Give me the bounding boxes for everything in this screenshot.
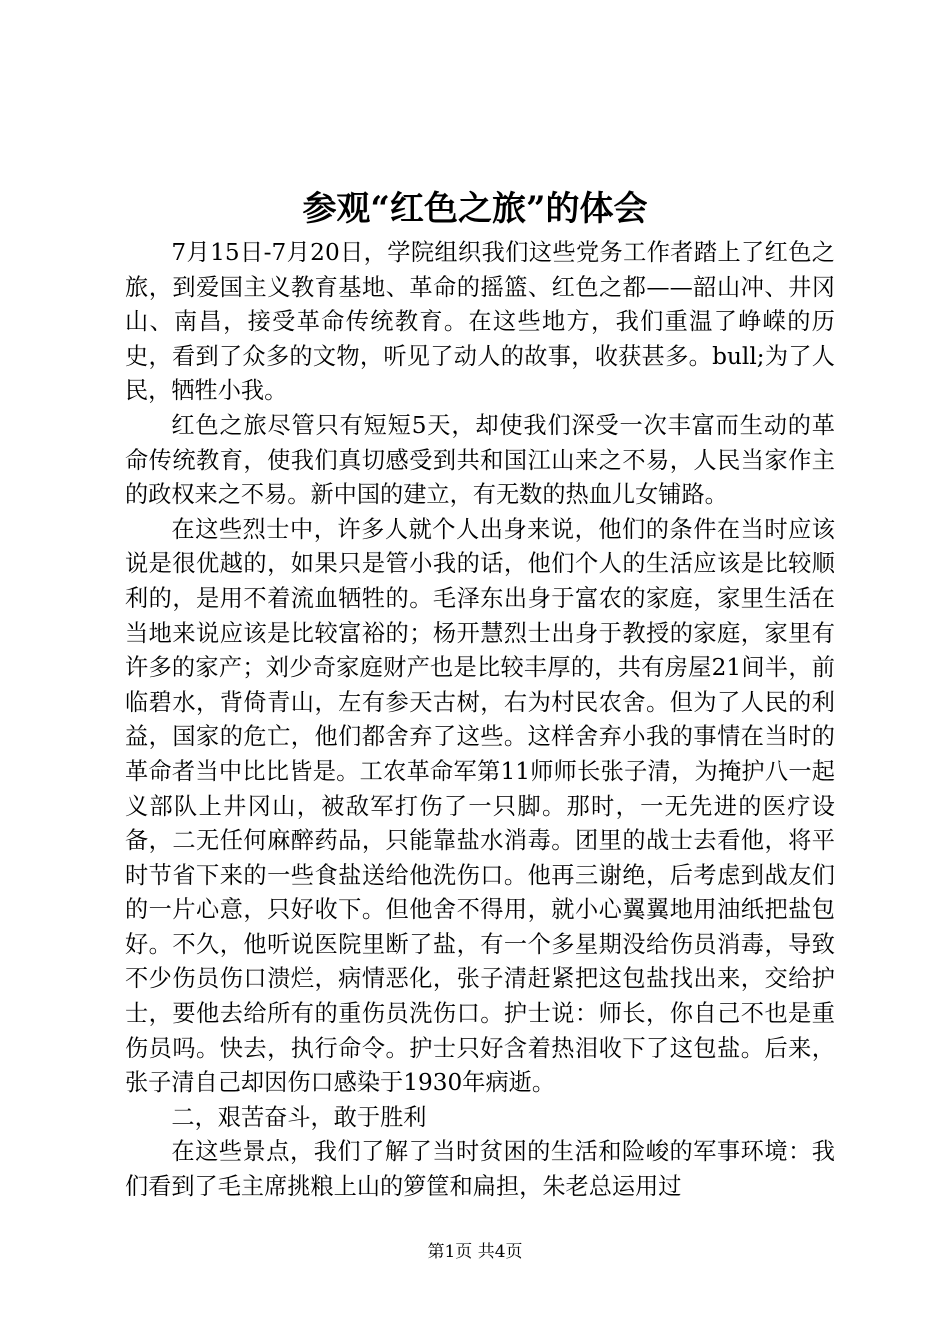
paragraph-2: 红色之旅尽管只有短短5天，却使我们深受一次丰富而生动的革命传统教育，使我们真切感受到共和国江山来之不易，人民当家作主的政权来之不易。新中国的建立，有无数的热血儿女铺路。: [125, 411, 835, 509]
document-body: [125, 236, 835, 1205]
paragraph-1: 7月15日-7月20日，学院组织我们这些党务工作者踏上了红色之旅，到爱国主义教育基地、革命的摇篮、红色之都——韶山冲、井冈山、南昌，接受革命传统教育。在这些地方，我们重温了峥嵘的历史，看到了众多的文物，听见了动人的故事，收获甚多。bull;为了人民，牺牲小我。: [125, 239, 835, 405]
document-title: 参观“红色之旅”的体会: [302, 189, 648, 229]
paragraph-3: 在这些烈士中，许多人就个人出身来说，他们的条件在当时应该说是很优越的，如果只是管小我的话，他们个人的生活应该是比较顺利的，是用不着流血牺牲的。毛泽东出身于富农的家庭，家里生活在当地来说应该是比较富裕的；杨开慧烈士出身于教授的家庭，家里有许多的家产；刘少奇家庭财产也是比较丰厚的，共有房屋21间半，前临碧水，背倚青山，左有参天古树，右为村民农舍。但为了人民的利益，国家的危亡，他们都舍弃了这些。这样舍弃小我的事情在当时的革命者当中比比皆是。工农革命军第11师师长张子清，为掩护八一起义部队上井冈山，被敌军打伤了一只脚。那时，一无先进的医疗设备，二无任何麻醉药品，只能靠盐水消毒。团里的战士去看他，将平时节省下来的一些食盐送给他洗伤口。他再三谢绝，后考虑到战友们的一片心意，只好收下。但他舍不得用，就小心翼翼地用油纸把盐包好。不久，他听说医院里断了盐，有一个多星期没给伤员消毒，导致不少伤员伤口溃烂，病情恶化，张子清赶紧把这包盐找出来，交给护士，要他去给所有的重伤员洗伤口。护士说：师长，你自己不也是重伤员吗。快去，执行命令。护士只好含着热泪收下了这包盐。后来，张子清自己却因伤口感染于1930年病逝。: [125, 515, 835, 1097]
page-footer: 第1页 共4页: [427, 1242, 523, 1262]
section-heading: 二，艰苦奋斗，敢于胜利: [171, 1103, 427, 1131]
paragraph-5: 在这些景点，我们了解了当时贫困的生活和险峻的军事环境：我们看到了毛主席挑粮上山的箩筐和扁担，朱老总运用过: [125, 1138, 835, 1201]
